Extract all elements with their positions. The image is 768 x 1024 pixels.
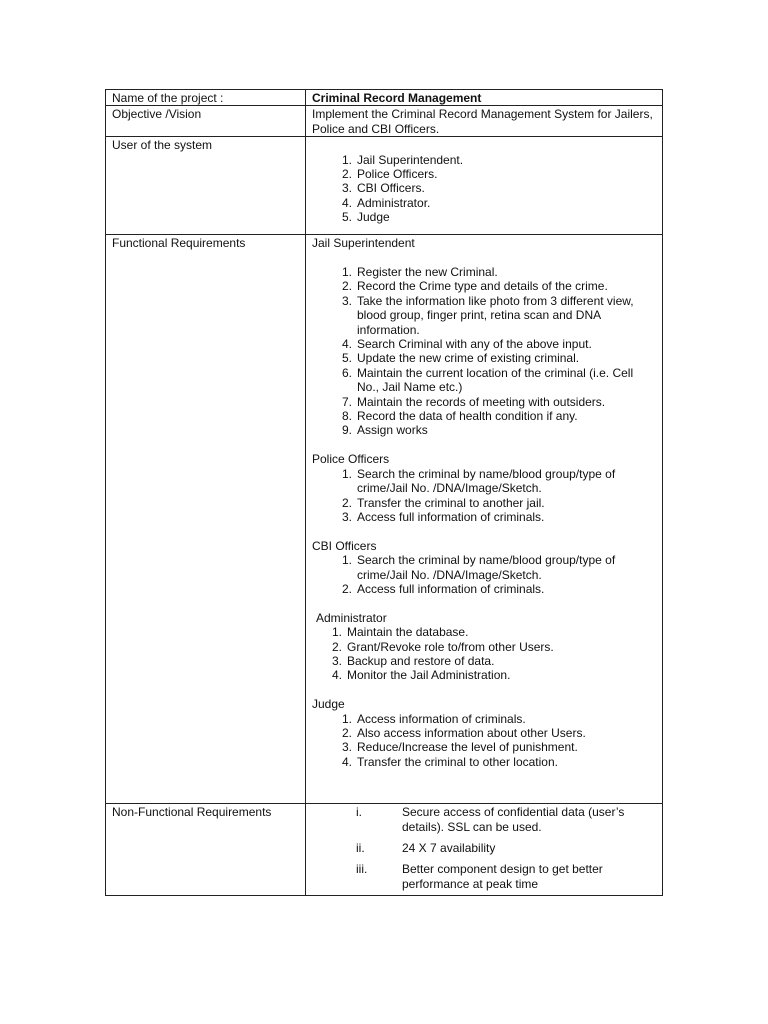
list-item: 1. Jail Superintendent. <box>341 152 464 167</box>
cbi-officers-heading: CBI Officers <box>312 538 377 553</box>
cbi-officers-list <box>312 553 656 596</box>
functional-cell <box>306 235 663 804</box>
list-item: 3. Reduce/Increase the level of punishment. <box>341 740 578 755</box>
users-label: User of the system <box>106 137 306 235</box>
administrator-heading: Administrator <box>316 610 387 625</box>
jail-superintendent-list <box>312 265 656 438</box>
users-cell <box>306 137 663 235</box>
nonfunctional-cell <box>306 804 663 896</box>
list-item: 2. Record the Crime type and details of the crime. <box>341 279 608 294</box>
objective-label: Objective /Vision <box>106 106 306 137</box>
list-item: 2. Also access information about other Users. <box>341 725 586 740</box>
list-item: 1. Maintain the database. <box>331 625 469 640</box>
table-row <box>106 137 663 235</box>
list-item: 4. Administrator. <box>341 195 431 210</box>
list-item: 1. Access information of criminals. <box>341 711 526 726</box>
list-item: 8. Record the data of health condition if any. <box>341 409 578 424</box>
list-item: 6. Maintain the current location of the criminal (i.e. Cell No., Jail Name etc.) <box>341 365 634 395</box>
requirements-sheet <box>105 89 663 896</box>
table-row <box>106 106 663 137</box>
requirements-table <box>105 89 663 896</box>
objective-value: Implement the Criminal Record Management System for Jailers, Police and CBI Officers. <box>306 106 663 137</box>
list-item: 3. Backup and restore of data. <box>331 653 495 668</box>
list-item: 4. Monitor the Jail Administration. <box>331 668 511 683</box>
table-row <box>106 235 663 804</box>
table-row <box>106 90 663 106</box>
list-item: 1. Register the new Criminal. <box>341 265 498 280</box>
list-item: 2. Transfer the criminal to another jail. <box>341 495 545 510</box>
judge-list <box>312 712 656 770</box>
project-name-value: Criminal Record Management <box>306 90 663 106</box>
nonfunctional-list <box>312 805 656 891</box>
users-list <box>312 153 656 225</box>
jail-superintendent-heading: Jail Superintendent <box>312 236 415 251</box>
list-item: 9. Assign works <box>341 423 428 438</box>
list-item: ii. 24 X 7 availability <box>356 841 496 856</box>
nonfunctional-label: Non-Functional Requirements <box>106 804 306 896</box>
list-item: i. Secure access of confidential data (user’s details). SSL can be used. <box>356 805 625 834</box>
judge-heading: Judge <box>312 697 345 712</box>
list-item: 2. Access full information of criminals. <box>341 581 545 596</box>
list-item: 3. Access full information of criminals. <box>341 509 545 524</box>
list-item: 4. Search Criminal with any of the above input. <box>341 337 592 352</box>
list-item: 3. Take the information like photo from 3 different view, blood group, finger print, retina scan and DNA information. <box>341 293 634 337</box>
list-item: 7. Maintain the records of meeting with outsiders. <box>341 394 606 409</box>
list-item: 2. Police Officers. <box>341 167 438 182</box>
table-row <box>106 804 663 896</box>
police-officers-list <box>312 467 656 525</box>
list-item: 5. Update the new crime of existing criminal. <box>341 351 580 366</box>
police-officers-heading: Police Officers <box>312 452 390 467</box>
list-item: 2. Grant/Revoke role to/from other Users. <box>331 639 554 654</box>
functional-label: Functional Requirements <box>106 235 306 804</box>
administrator-list <box>312 625 656 683</box>
list-item: iii. Better component design to get better performance at peak time <box>356 862 603 891</box>
project-name-label: Name of the project : <box>106 90 306 106</box>
list-item: 3. CBI Officers. <box>341 181 425 196</box>
list-item: 5. Judge <box>341 210 390 225</box>
list-item: 4. Transfer the criminal to other location. <box>341 754 558 769</box>
list-item: 1. Search the criminal by name/blood group/type of crime/Jail No. /DNA/Image/Sketch. <box>341 466 616 496</box>
list-item: 1. Search the criminal by name/blood group/type of crime/Jail No. /DNA/Image/Sketch. <box>341 553 616 582</box>
